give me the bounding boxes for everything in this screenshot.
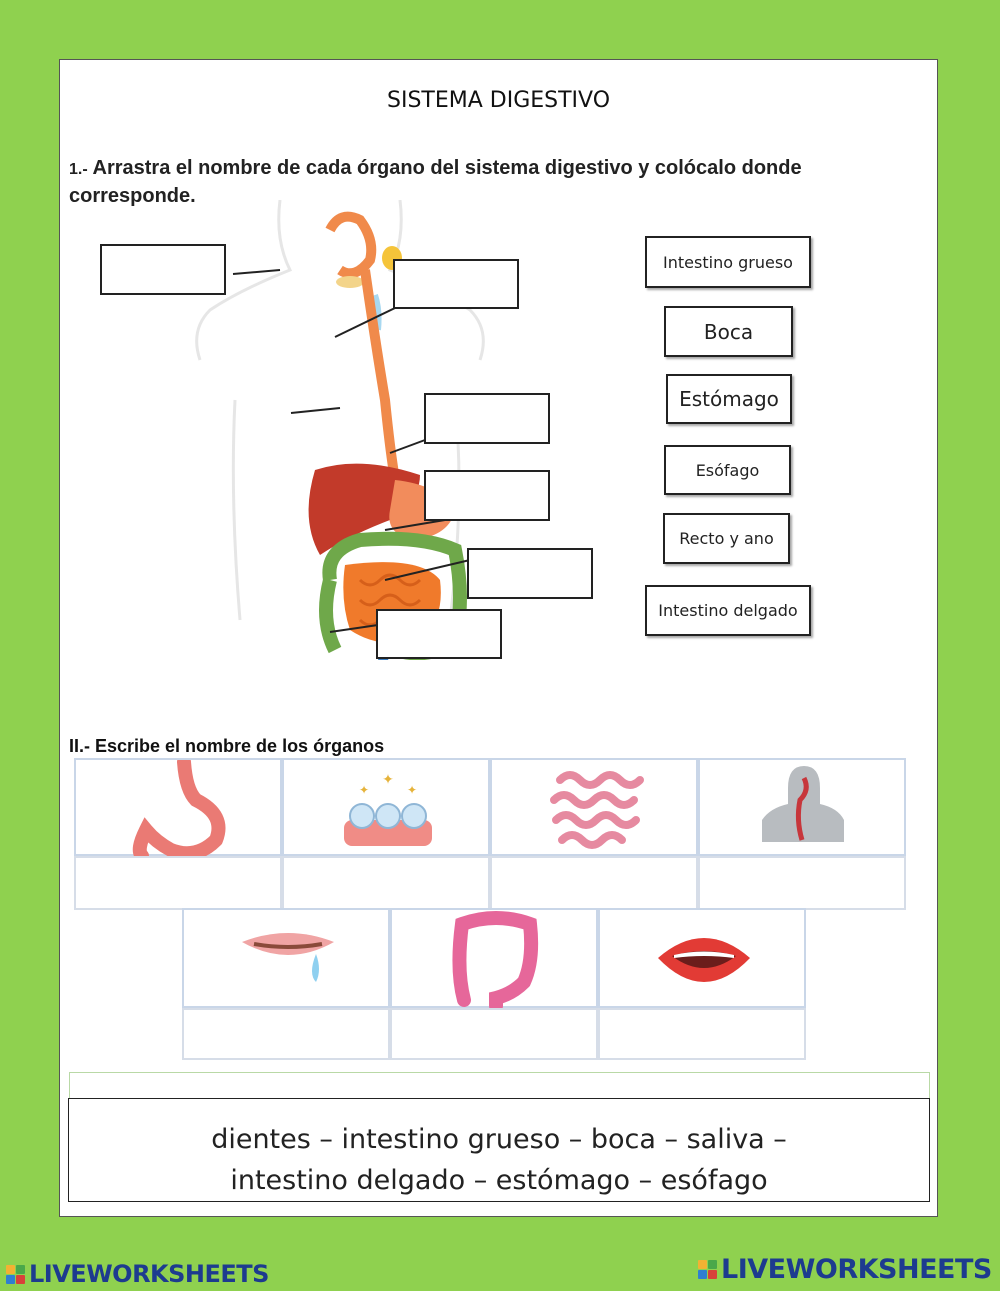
svg-text:✦: ✦ xyxy=(382,772,394,788)
liveworksheets-mark-icon xyxy=(698,1260,717,1279)
liveworksheets-logo-right xyxy=(698,1254,992,1285)
divider-bar xyxy=(69,1072,930,1098)
word-card-intestino-grueso[interactable]: Intestino grueso xyxy=(645,236,811,288)
answer-field[interactable] xyxy=(282,856,490,910)
teeth-icon xyxy=(284,760,492,858)
image-cell xyxy=(74,758,282,856)
instruction-1-text: Arrastra el nombre de cada órgano del sistema digestivo y colócalo donde corresponde. xyxy=(69,157,802,207)
drop-box-esophagus[interactable] xyxy=(393,259,519,309)
drop-box-large-intestine[interactable] xyxy=(467,548,593,599)
stomach-icon xyxy=(76,760,284,858)
word-card-estomago[interactable]: Estómago xyxy=(666,374,792,424)
logo-text: LIVEWORKSHEETS xyxy=(29,1260,269,1288)
logo-text: LIVEWORKSHEETS xyxy=(721,1254,992,1285)
answer-field[interactable] xyxy=(490,856,698,910)
answer-field[interactable] xyxy=(598,1008,806,1060)
image-cell xyxy=(282,758,490,856)
answer-field[interactable] xyxy=(390,1008,598,1060)
large-intestine-icon xyxy=(392,910,600,1010)
mouth-icon xyxy=(600,910,808,1010)
word-bank xyxy=(68,1098,930,1202)
drop-box-mouth[interactable] xyxy=(100,244,226,295)
svg-text:✦: ✦ xyxy=(406,783,418,797)
image-cell xyxy=(490,758,698,856)
instruction-2: II.- Escribe el nombre de los órganos xyxy=(69,736,385,756)
svg-text:✦: ✦ xyxy=(358,783,370,797)
drop-box-rectum[interactable] xyxy=(376,609,502,659)
word-card-recto-y-ano[interactable]: Recto y ano xyxy=(663,513,790,564)
word-bank-line-2: intestino delgado – estómago – esófago xyxy=(230,1165,768,1196)
word-card-esofago[interactable]: Esófago xyxy=(664,445,791,495)
liveworksheets-logo-left xyxy=(6,1260,269,1288)
word-bank-line-1: dientes – intestino grueso – boca – saliva – xyxy=(211,1124,787,1155)
small-intestine-icon xyxy=(492,760,700,858)
answer-field[interactable] xyxy=(182,1008,390,1060)
saliva-mouth-icon xyxy=(184,910,392,1010)
answer-field[interactable] xyxy=(74,856,282,910)
word-card-boca[interactable]: Boca xyxy=(664,306,793,357)
answer-field[interactable] xyxy=(698,856,906,910)
image-cell xyxy=(698,758,906,856)
drop-box-small-intestine[interactable] xyxy=(424,470,550,521)
image-cell xyxy=(598,908,806,1008)
worksheet xyxy=(59,59,938,1217)
liveworksheets-mark-icon xyxy=(6,1265,25,1284)
drop-box-stomach[interactable] xyxy=(424,393,550,444)
image-cell xyxy=(390,908,598,1008)
instruction-1-number: 1.- xyxy=(69,161,88,178)
image-cell xyxy=(182,908,390,1008)
page-title: SISTEMA DIGESTIVO xyxy=(386,88,611,113)
esophagus-icon xyxy=(700,760,908,858)
word-card-intestino-delgado[interactable]: Intestino delgado xyxy=(645,585,811,636)
